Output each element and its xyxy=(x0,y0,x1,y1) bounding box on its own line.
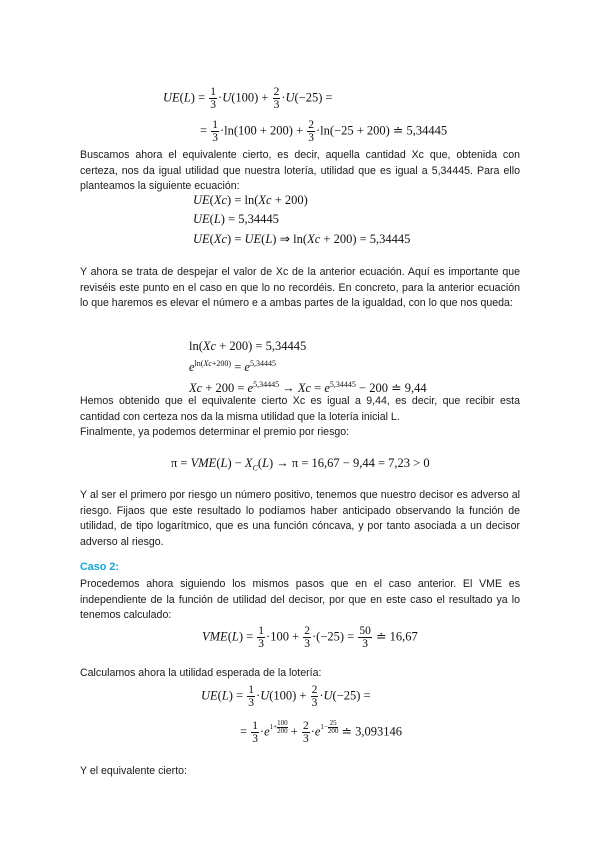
paragraph-utilidad-esperada: Calculamos ahora la utilidad esperada de la lotería: xyxy=(80,667,322,679)
equation-ue-xc: UE(Xc) = ln(Xc + 200) xyxy=(193,193,308,207)
paragraph-equivalente-cierto-2: Y el equivalente cierto: xyxy=(80,765,187,777)
equation-ue2-line1: UE(L) = $\frac{1}{3}$ ·U(100) + $\frac{2}{3}$ ·U(−25) = xyxy=(201,684,371,709)
paragraph-caso2-intro: Procedemos ahora siguiendo los mismos pasos que en el caso anterior. El VME es independiente de la función de utilidad del decisor, por que en este caso el resultado ya lo tenemos calculado: xyxy=(80,578,520,621)
paragraph-resultado-xc: Hemos obtenido que el equivalente cierto Xc es igual a 9,44, es decir, que recibir esta cantidad con certeza nos da la misma utilidad que la lotería inicial L. xyxy=(80,395,520,423)
paragraph-premio-riesgo: Finalmente, ya podemos determinar el premio por riesgo: xyxy=(80,426,350,438)
equation-vme: VME(L) = $\frac{1}{3}$ ·100 + $\frac{2}{3}$ ·(−25) = $\frac{50}{3}$ ≐ 16,67 xyxy=(202,625,418,650)
equation-xc-solution: $Xc + 200 = e^{5,34445} \to Xc = e^{5,34445} - 200$ ≐ 9,44 xyxy=(189,380,427,396)
equation-ue2-line2: = $\frac{1}{3}$ ·e 1+ $\frac{100}{200}$ + $\frac{2}{3}$ ·e 1− $\frac{25}{200}$ ≐ 3,093146 xyxy=(240,719,402,745)
heading-caso-2: Caso 2: xyxy=(80,561,120,573)
paragraph-adverso: Y al ser el primero por riesgo un número positivo, tenemos que nuestro decisor es adverso al riesgo. Fijaos que este resultado lo podíamos haber anticipado observando la función de utilidad, de tipo logarítmico, que es una función cóncava, y por tanto asociada a un decisor adverso al riesgo. xyxy=(80,489,520,548)
paragraph-equivalente-cierto: Buscamos ahora el equivalente cierto, es decir, aquella cantidad Xc que, obtenida con certeza, nos da igual utilidad que nuestra lotería, utilidad que es igual a 5,34445. Para ello planteamos la siguiente ecuación: xyxy=(80,149,520,192)
equation-exponential: $e^{ln(Xc+200)} = e^{5,34445}$ xyxy=(189,359,276,375)
equation-ue-lottery-line1: UE(L) = $\frac{1}{3}$ ·U(100) + $\frac{2}{3}$ ·U(−25) = xyxy=(163,86,333,111)
paragraph-despejar: Y ahora se trata de despejar el valor de Xc de la anterior ecuación. Aquí es importante que reviséis este punto en el caso en que lo no recordéis. En concreto, para la anterior ecuación lo que haremos es elevar el número e a ambas partes de la igualdad, con lo que nos queda: xyxy=(80,266,520,309)
equation-ue-l-value: UE(L) = 5,34445 xyxy=(193,212,279,226)
equation-ln-xc: ln(Xc + 200) = 5,34445 xyxy=(189,339,307,353)
equation-ue-equality: UE(Xc) = UE(L) ⇒ ln(Xc + 200) = 5,34445 xyxy=(193,232,411,246)
equation-risk-premium: $\pi = VME(L) - X_C(L) \to \pi = 16,67 - 9,44 = 7,23 > 0$ xyxy=(171,456,430,473)
equation-ue-lottery-line2: = $\frac{1}{3}$ ·ln(100 + 200) + $\frac{2}{3}$ ·ln(−25 + 200) ≐ 5,34445 xyxy=(200,119,448,144)
